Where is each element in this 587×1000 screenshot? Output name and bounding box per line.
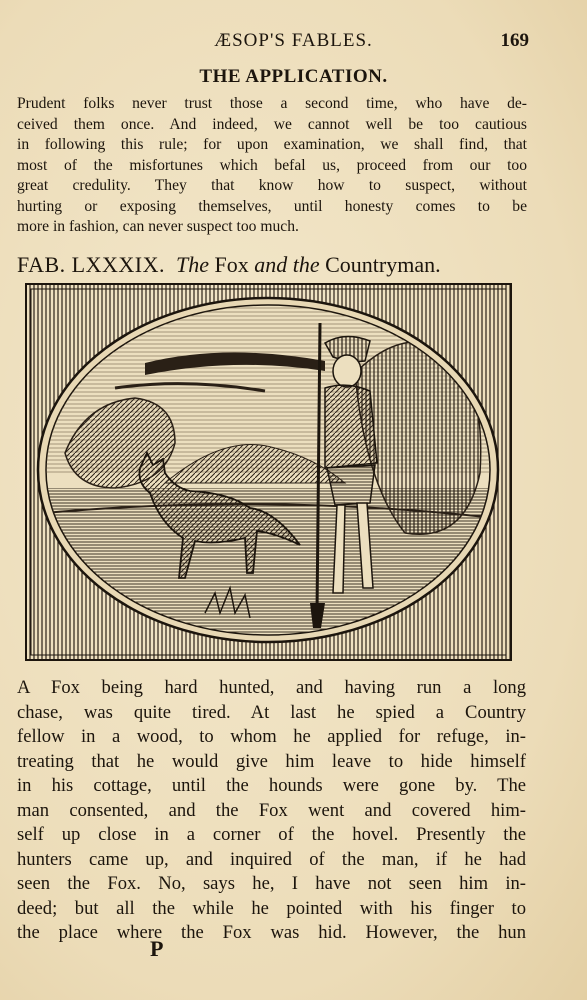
application-line: ceived them once. And indeed, we cannot well be too cautious — [17, 115, 527, 133]
fable-line: fellow in a wood, to whom he applied for refuge, in- — [17, 726, 526, 747]
fable-title-countryman: Countryman. — [325, 252, 441, 277]
fable-line: hunters came up, and inquired of the man, if he had — [17, 848, 526, 870]
fable-paragraph — [17, 676, 526, 946]
woodcut-illustration — [25, 283, 512, 661]
fable-title-and-the: and the — [254, 252, 320, 277]
fable-title-the: The — [175, 252, 209, 277]
application-line: hurting or exposing themselves, until honesty comes to be — [17, 197, 527, 215]
page-number: 169 — [500, 30, 529, 51]
application-line: in following this rule; for upon examination, we shall find, that — [17, 136, 527, 153]
fable-line: in his cottage, until the hounds were gone by. The — [17, 775, 526, 796]
fable-line: deed; but all the while he pointed with his finger to — [17, 897, 526, 919]
fable-heading — [17, 252, 527, 278]
application-line: most of the misfortunes which befal us, proceed from our too — [17, 156, 527, 174]
fable-line: A Fox being hard hunted, and having run a long — [17, 677, 526, 698]
fable-line: self up close in a corner of the hovel. Presently the — [17, 824, 526, 845]
fable-number: FAB. LXXXIX. — [17, 252, 165, 277]
application-line: Prudent folks never trust those a second time, who have de- — [17, 95, 527, 112]
signature-mark: P — [150, 936, 164, 961]
fable-line: the place where the Fox was hid. However, the hun — [17, 922, 526, 943]
fable-title-fox: Fox — [214, 252, 249, 277]
application-line: great credulity. They that know how to suspect, without — [17, 177, 527, 194]
application-paragraph — [17, 94, 527, 238]
fable-line: chase, was quite tired. At last he spied a Country — [17, 701, 526, 723]
page-header — [0, 30, 587, 54]
application-line: more in fashion, can never suspect too much. — [17, 218, 299, 235]
running-head: ÆSOP'S FABLES. — [214, 30, 373, 51]
fable-line: man consented, and the Fox went and covered him- — [17, 799, 526, 821]
fable-line: seen the Fox. No, says he, I have not seen him in- — [17, 873, 526, 894]
fable-line: treating that he would give him leave to hide himself — [17, 750, 526, 772]
application-title: THE APPLICATION. — [199, 66, 388, 87]
